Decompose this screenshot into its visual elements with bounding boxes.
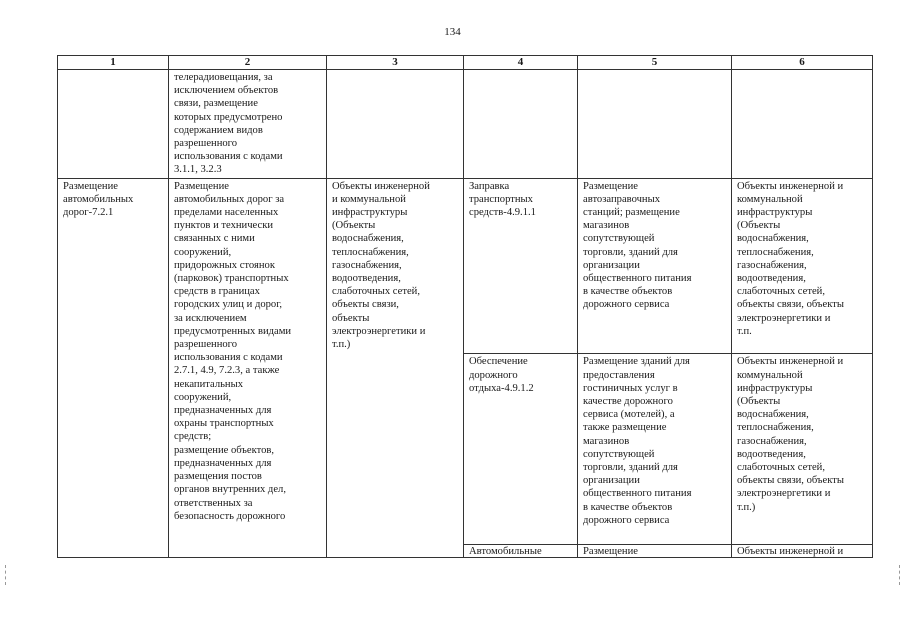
land-use-table <box>57 55 873 558</box>
table-cell-subtype-auxiliary: Объекты инженерной и коммунальной инфраструктуры (Объекты водоснабжения, теплоснабжения, газоснабжения, водоотведения, слаботочных сетей, объекты связи, объекты электроэнергетики и т.п. <box>732 178 873 354</box>
table-cell-subtype-auxiliary <box>732 544 873 557</box>
table-cell-subtype-auxiliary: Объекты инженерной и коммунальной инфраструктуры (Объекты водоснабжения, теплоснабжения, газоснабжения, водоотведения, слаботочных сетей, объекты связи, объекты электроэнергетики и т.п.) <box>732 354 873 544</box>
cell-text: Автомобильные <box>469 545 542 557</box>
table-cell-subtype <box>464 544 578 557</box>
scan-edge-mark <box>5 565 8 585</box>
table-cell-subtype: Обеспечение дорожного отдыха-4.9.1.2 <box>464 354 578 544</box>
table-cell-subtype-description: Размещение зданий для предоставления гостиничных услуг в качестве дорожного сервиса (мотелей), а также размещение магазинов сопутствующей торговли, зданий для организации общественного питания в качестве объектов дорожного сервиса <box>578 354 732 544</box>
table-cell-description <box>169 178 327 557</box>
column-header: 5 <box>578 56 732 70</box>
table-header-row <box>58 56 873 70</box>
column-header: 3 <box>327 56 464 70</box>
cell-text: Размещение <box>583 545 638 557</box>
table-cell <box>464 70 578 179</box>
table-cell <box>58 70 169 179</box>
table-cell <box>578 70 732 179</box>
table-cell-subtype: Заправка транспортных средств-4.9.1.1 <box>464 178 578 354</box>
table-row-continuation <box>58 70 873 179</box>
scan-edge-mark <box>899 565 902 585</box>
table-cell <box>732 70 873 179</box>
table-cell-subtype-description: Размещение автозаправочных станций; размещение магазинов сопутствующей торговли, зданий для организации общественного питания в качестве объектов дорожного сервиса <box>578 178 732 354</box>
column-header: 6 <box>732 56 873 70</box>
cell-text: Размещение автомобильных дорог за пределами населенных пунктов и технически связанных с ними сооружений, придорожных стоянок (парковок) транспортных средств в границах городских улиц и дорог, за исключением предусмотренных видами разрешенного использования с кодами 2.7.1, 4.9, 7.2.3, а также некапитальных сооружений, предназначенных для охраны транспортных средств; размещение объектов, предназначенных для размещения постов органов внутренних дел, ответственных за безопасность дорожного <box>174 180 292 522</box>
table-cell: телерадиовещания, за исключением объектов связи, размещение которых предусмотрено содержанием видов разрешенного использования с кодами 3.1.1, 3.2.3 <box>169 70 327 179</box>
column-header: 4 <box>464 56 578 70</box>
table-cell <box>327 70 464 179</box>
table-cell-auxiliary: Объекты инженерной и коммунальной инфраструктуры (Объекты водоснабжения, теплоснабжения, газоснабжения, водоотведения, слаботочных сетей, объекты связи, объекты электроэнергетики и т.п.) <box>327 178 464 557</box>
table-cell-subtype-description <box>578 544 732 557</box>
column-header: 2 <box>169 56 327 70</box>
page-number: 134 <box>444 26 461 38</box>
cell-text: Объекты инженерной и <box>737 545 844 557</box>
table-row <box>58 178 873 354</box>
column-header: 1 <box>58 56 169 70</box>
table-cell-land-use-name: Размещение автомобильных дорог-7.2.1 <box>58 178 169 557</box>
